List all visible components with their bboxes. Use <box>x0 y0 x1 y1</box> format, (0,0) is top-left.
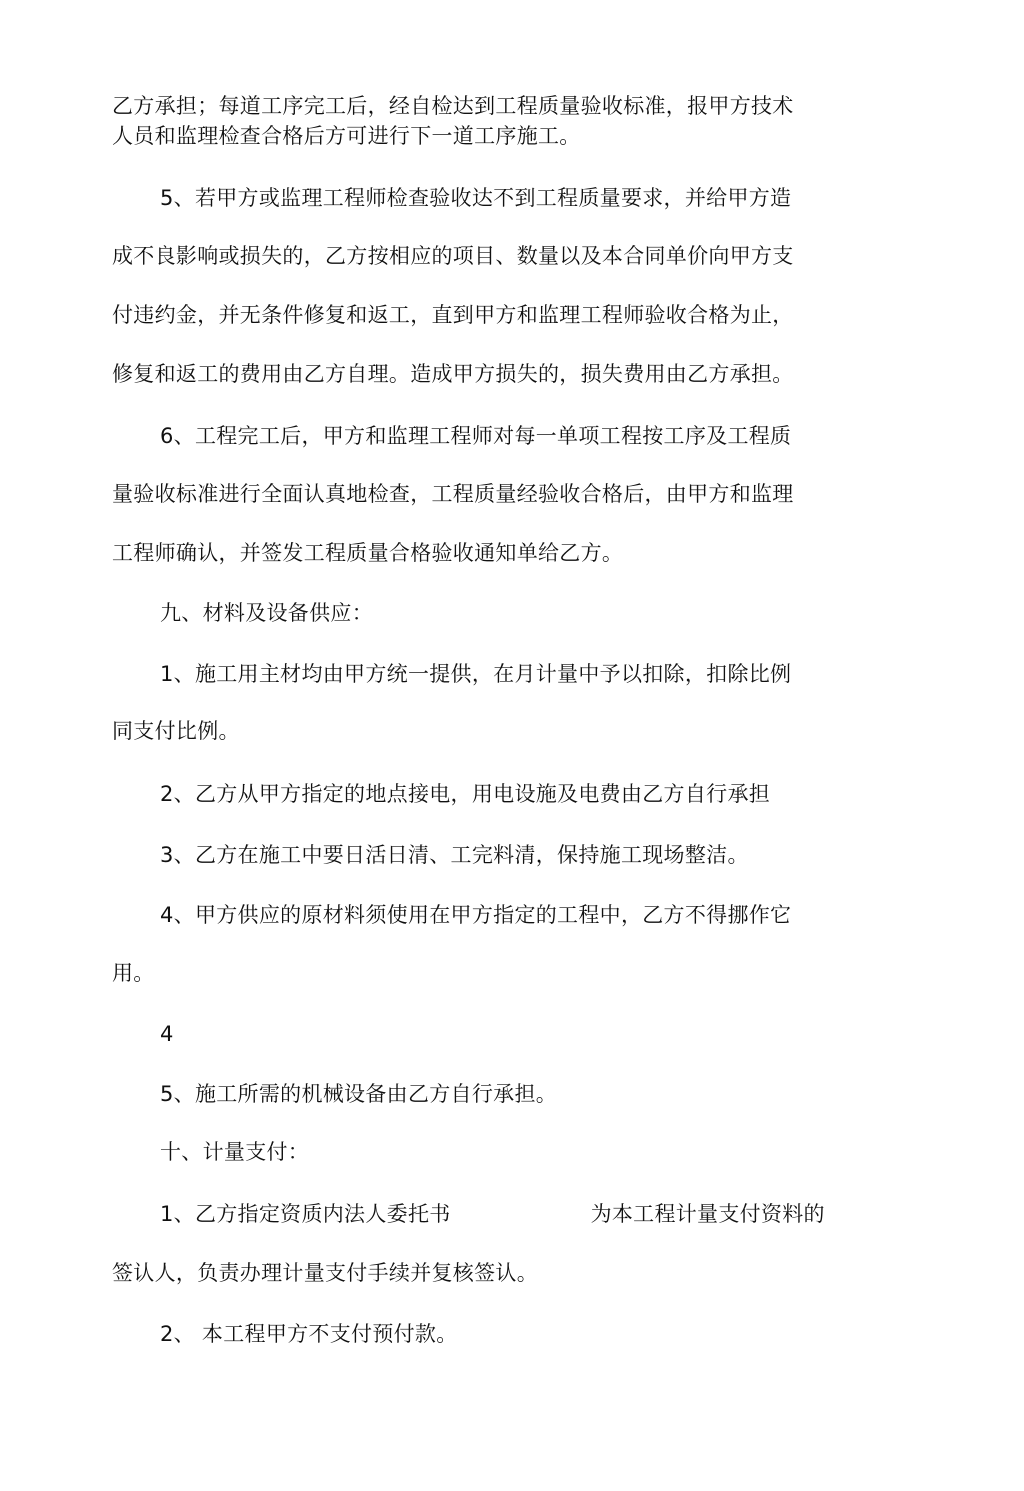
text-line-part: 1、乙方指定资质内法人委托书 <box>160 1202 451 1226</box>
text-line: 量验收标准进行全面认真地检查，工程质量经验收合格后，由甲方和监理 <box>112 482 794 506</box>
page-number: 4 <box>160 1022 174 1046</box>
text-line: 2、 本工程甲方不支付预付款。 <box>160 1322 458 1346</box>
text-line: 乙方承担；每道工序完工后，经自检达到工程质量验收标准，报甲方技术 <box>112 94 794 118</box>
text-line: 6、工程完工后，甲方和监理工程师对每一单项工程按工序及工程质 <box>160 424 792 448</box>
text-line: 同支付比例。 <box>112 719 240 743</box>
text-line: 1、施工用主材均由甲方统一提供，在月计量中予以扣除，扣除比例 <box>160 662 792 686</box>
text-line: 成不良影响或损失的，乙方按相应的项目、数量以及本合同单价向甲方支 <box>112 244 794 268</box>
text-line: 修复和返工的费用由乙方自理。造成甲方损失的，损失费用由乙方承担。 <box>112 362 794 386</box>
section-heading: 九、材料及设备供应： <box>160 601 373 625</box>
text-line: 人员和监理检查合格后方可进行下一道工序施工。 <box>112 124 581 148</box>
text-line: 用。 <box>112 961 155 985</box>
section-heading: 十、计量支付： <box>160 1140 310 1164</box>
text-line: 付违约金，并无条件修复和返工，直到甲方和监理工程师验收合格为止， <box>112 303 794 327</box>
text-line: 5、施工所需的机械设备由乙方自行承担。 <box>160 1082 558 1106</box>
text-line: 4、甲方供应的原材料须使用在甲方指定的工程中，乙方不得挪作它 <box>160 903 792 927</box>
text-line: 工程师确认，并签发工程质量合格验收通知单给乙方。 <box>112 541 624 565</box>
text-line: 2、乙方从甲方指定的地点接电，用电设施及电费由乙方自行承担 <box>160 782 771 806</box>
text-line: 3、乙方在施工中要日活日清、工完料清，保持施工现场整洁。 <box>160 843 749 867</box>
text-line: 5、若甲方或监理工程师检查验收达不到工程质量要求，并给甲方造 <box>160 186 792 210</box>
text-line <box>160 1201 825 1227</box>
text-line: 签认人，负责办理计量支付手续并复核签认。 <box>112 1261 538 1285</box>
text-line-part: 为本工程计量支付资料的 <box>590 1202 825 1226</box>
